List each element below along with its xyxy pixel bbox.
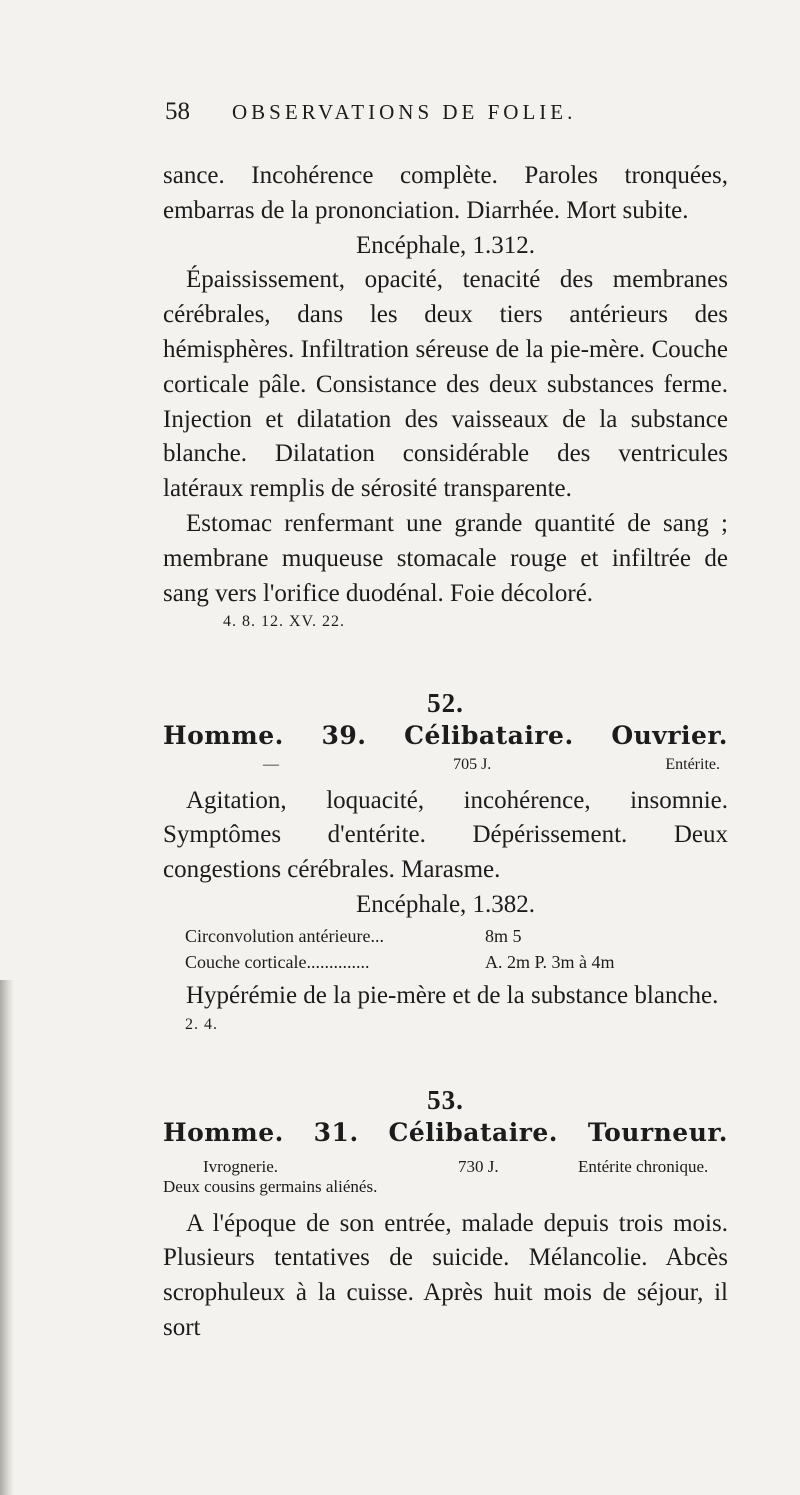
paragraph: Hypérémie de la pie-mère et de la substance blanche.: [186, 981, 719, 1009]
case-sex: Homme.: [163, 1117, 284, 1147]
case-occupation: Tourneur.: [587, 1117, 728, 1147]
case-header: [163, 1116, 728, 1151]
text-block-1: [163, 159, 728, 633]
case-duration: 730 J.: [458, 1156, 499, 1176]
page-edge-shadow: [0, 980, 14, 1495]
case-status: Célibataire.: [388, 1117, 559, 1147]
case-53: [163, 1083, 728, 1346]
case-duration: 705 J.: [453, 755, 492, 773]
case-antecedent: Ivrognerie.: [203, 1156, 279, 1176]
references: 4. 8. 12. XV. 22.: [223, 613, 346, 631]
measure-label: Circonvolution antérieure...: [185, 925, 384, 946]
case-subline: [163, 1157, 728, 1177]
case-status: Célibataire.: [404, 720, 574, 750]
case-header: [163, 719, 728, 754]
page-number: 58: [165, 98, 190, 125]
case-age: 39.: [321, 720, 367, 750]
paragraph: Estomac renfermant une grande quantité de sang ; membrane muqueuse stomacale rouge et infiltrée de sang vers l'orifice duodénal. Foie décoloré.: [163, 509, 728, 607]
measure-value: A. 2m P. 3m à 4m: [485, 951, 615, 972]
case-52: [163, 686, 728, 1036]
running-header: [167, 98, 727, 126]
case-cause: Entérite chronique.: [578, 1156, 709, 1176]
encephale-weight: Encéphale, 1.312.: [355, 231, 536, 259]
paragraph: A l'époque de son entrée, malade depuis trois mois. Plusieurs tentatives de suicide. Mélancolie. Abcès scrophuleux à la cuisse. Après huit mois de séjour, il sort: [163, 1209, 728, 1341]
measure-label: Couche corticale..............: [185, 951, 370, 972]
references: 2. 4.: [185, 1015, 218, 1033]
measure-row: [163, 949, 728, 975]
paragraph: sance. Incohérence complète. Paroles tronquées, embarras de la prononciation. Diarrhée. Mort subite.: [163, 162, 728, 224]
case-age: 31.: [313, 1117, 359, 1147]
case-antecedents: —: [263, 755, 279, 773]
measure-value: 8m 5: [485, 925, 522, 946]
paragraph: Agitation, loquacité, incohérence, insomnie. Symptômes d'entérite. Dépérissement. Deux congestions cérébrales. Marasme.: [163, 786, 728, 884]
case-subline: [163, 1177, 728, 1197]
case-cause: Entérite.: [665, 755, 720, 773]
paragraph: Épaississement, opacité, tenacité des membranes cérébrales, dans les deux tiers antérieurs des hémisphères. Infiltration séreuse de la pie-mère. Couche corticale pâle. Consistance des deux substances ferme. Injection et dilatation des vaisseaux de la substance blanche. Dilatation considérable des ventricules latéraux remplis de sérosité transparente.: [163, 266, 728, 503]
case-sex: Homme.: [163, 720, 284, 750]
encephale-weight: Encéphale, 1.382.: [355, 890, 536, 918]
case-occupation: Ouvrier.: [611, 720, 728, 750]
case-number: 53.: [427, 1085, 464, 1115]
measure-row: [163, 923, 728, 949]
case-antecedent: Deux cousins germains aliénés.: [163, 1176, 378, 1196]
case-number: 52.: [427, 688, 464, 718]
case-subline: [163, 754, 728, 776]
running-title: OBSERVATIONS DE FOLIE.: [232, 100, 577, 124]
